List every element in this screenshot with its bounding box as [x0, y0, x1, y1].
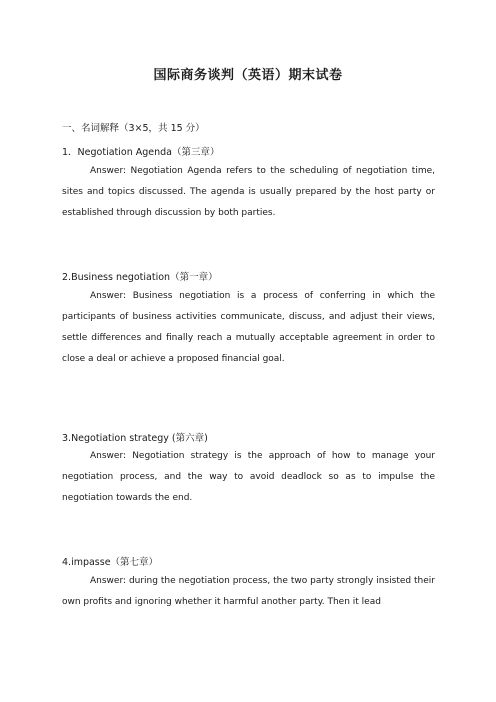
- question-1-answer: Answer: Negotiation Agenda refers to the scheduling of negotiation time, sites and topics discussed. The agenda is usually prepared by the host party or established through discussion by both parties.: [62, 166, 435, 218]
- question-3-term: 3.Negotiation strategy (第六章): [62, 433, 208, 444]
- question-3-answer: Answer: Negotiation strategy is the approach of how to manage your negotiation process, and the way to avoid deadlock so as to impulse the negotiation towards the end.: [62, 451, 435, 503]
- section-heading: 一、名词解释（3×5，共 15 分）: [62, 123, 205, 134]
- question-2-answer: Answer: Business negotiation is a process of conferring in which the participants of business activities communicate, discuss, and adjust their views, settle differences and finally reach a mutually acceptable agreement in order to close a deal or achieve a proposed financial goal.: [62, 291, 435, 364]
- question-4-answer: Answer: during the negotiation process, the two party strongly insisted their own profits and ignoring whether it harmful another party. Then it lead: [62, 576, 435, 607]
- question-4-term: 4.impasse（第七章）: [62, 557, 159, 568]
- document-title: 国际商务谈判（英语）期末试卷: [153, 68, 343, 83]
- question-1-term: 1．Negotiation Agenda（第三章）: [62, 147, 220, 158]
- question-2-term: 2.Business negotiation（第一章）: [62, 272, 218, 283]
